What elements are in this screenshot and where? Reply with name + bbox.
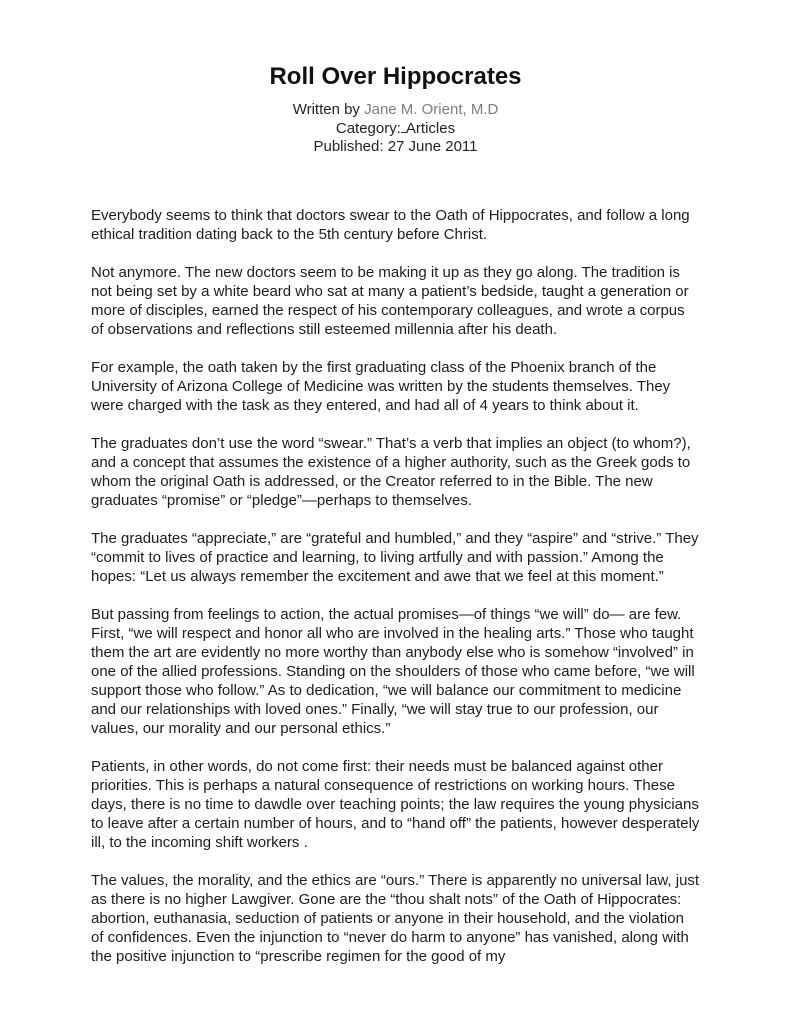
paragraph: For example, the oath taken by the first graduating class of the Phoenix branch of the University of Arizona College of Medicine was written by the students themselves. They were charged with the task as they entered, and had all of 4 years to think about it. bbox=[91, 359, 671, 414]
article-header bbox=[91, 64, 700, 156]
page-title: Roll Over Hippocrates bbox=[269, 63, 522, 90]
byline-prefix: Written by bbox=[292, 101, 360, 118]
category-label: Category: bbox=[335, 120, 401, 137]
article-body bbox=[91, 206, 700, 966]
category-value: Articles bbox=[405, 120, 456, 137]
published-line bbox=[91, 138, 700, 156]
paragraph: The graduates don’t use the word “swear.” That’s a verb that implies an object (to whom?), and a concept that assumes the existence of a higher authority, such as the Greek gods to whom the original Oath is addressed, or the Creator referred to in the Bible. The new graduates “promise” or “pledge”—perhaps to themselves. bbox=[91, 435, 691, 509]
published-label: Published: bbox=[313, 138, 384, 155]
byline bbox=[91, 101, 700, 119]
paragraph: The graduates “appreciate,” are “grateful and humbled,” and they “aspire” and “strive.” They “commit to lives of practice and learning, to living artfully and with passion.” Among the hopes: “Let us always remember the excitement and awe that we feel at this moment.” bbox=[91, 530, 699, 585]
paragraph: Not anymore. The new doctors seem to be making it up as they go along. The tradition is not being set by a white beard who sat at many a patient’s bedside, taught a generation or more of disciples, earned the respect of his contemporary colleagues, and wrote a corpus of observations and reflections still esteemed millennia after his death. bbox=[91, 264, 689, 338]
paragraph: Everybody seems to think that doctors swear to the Oath of Hippocrates, and follow a long ethical tradition dating back to the 5th century before Christ. bbox=[91, 207, 690, 243]
paragraph: But passing from feelings to action, the actual promises—of things “we will” do— are few. First, “we will respect and honor all who are involved in the healing arts.” Those who taught them the art are evidently no more worthy than anybody else who is somehow “involved” in one of the allied professions. Standing on the shoulders of those who came before, “we will support those who follow.” As to dedication, “we will balance our commitment to medicine and our relationships with loved ones.” Finally, “we will stay true to our profession, our values, our morality and our personal ethics.” bbox=[91, 606, 695, 737]
published-value: 27 June 2011 bbox=[387, 138, 478, 155]
author-name: Jane M. Orient, M.D bbox=[364, 101, 499, 118]
category-line bbox=[91, 119, 700, 138]
article-meta bbox=[91, 101, 700, 156]
paragraph: Patients, in other words, do not come first: their needs must be balanced against other priorities. This is perhaps a natural consequence of restrictions on working hours. These days, there is no time to dawdle over teaching points; the law requires the young physicians to leave after a certain number of hours, and to “hand off” the patients, however desperately ill, to the incoming shift workers . bbox=[91, 758, 700, 851]
paragraph: The values, the morality, and the ethics are “ours.” There is apparently no universal law, just as there is no higher Lawgiver. Gone are the “thou shalt nots” of the Oath of Hippocrates: abortion, euthanasia, seduction of patients or anyone in their household, and the violation of confidences. Even the injunction to “never do harm to anyone” has vanished, along with the positive injunction to “prescribe regimen for the good of my bbox=[91, 872, 700, 965]
